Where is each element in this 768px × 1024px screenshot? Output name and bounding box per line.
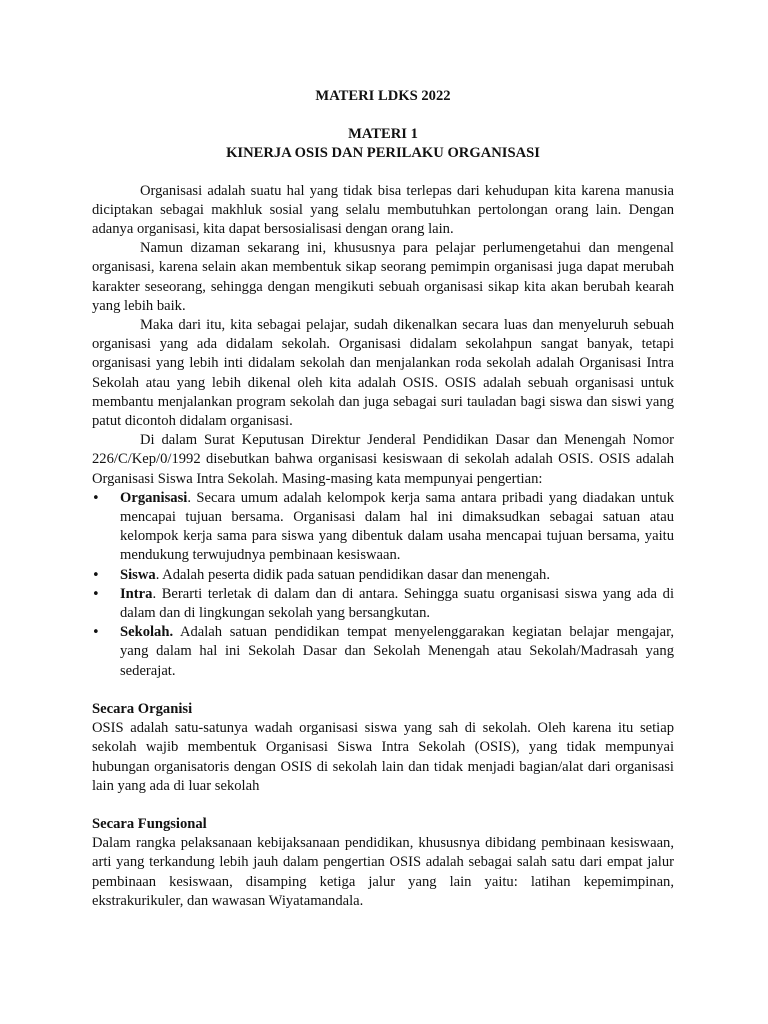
chapter-number: MATERI 1 (348, 126, 418, 143)
paragraph-school-organization: Maka dari itu, kita sebagai pelajar, sudah dikenalkan secara luas dan menyeluruh sebuah organisasi yang ada didalam sekolah. Organisasi didalam sekolahpun sangat banyak, tetapi organisasi yang lebih inti didalam sekolah dan menjalankan roda sekolah adalah Organisasi Intra Sekolah atau yang lebih dikenal oleh kita adalah OSIS. OSIS adalah sebuah organisasi untuk membantu menjalankan program sekolah dan juga sebagai suri tauladan bagi siswa dan siswi yang patut dicontoh didalam organisasi. (92, 317, 674, 430)
paragraph-intro: Organisasi adalah suatu hal yang tidak bisa terlepas dari kehudupan kita karena manusia diciptakan sebagai makhluk sosial yang selalu membutuhkan pertolongan orang lain. Dengan adanya organisasi, kita dapat bersosialisasi dengan orang lain. (92, 182, 674, 238)
document-page (92, 87, 674, 911)
definition-text: . Berarti terletak di dalam dan di antara. Sehingga suatu organisasi siswa yang ada di dalam dan di lingkungan sekolah yang bersangkutan. (120, 585, 674, 622)
definition-term: Siswa (120, 566, 156, 583)
section-body-organisasi: OSIS adalah satu-satunya wadah organisasi siswa yang sah di sekolah. Oleh karena itu setiap sekolah wajib membentuk Organisasi Siswa Intra Sekolah (OSIS), yang tidak mempunyai hubungan organisatoris dengan OSIS di sekolah lain dan tidak menjadi bagian/alat dari organisasi lain yang ada di luar sekolah (92, 720, 674, 794)
definition-item-siswa (92, 566, 674, 585)
title-spacer (92, 164, 674, 182)
definition-term: Sekolah. (120, 624, 174, 641)
definition-item-organisasi (92, 489, 674, 566)
definition-list (92, 489, 674, 681)
definition-term: Organisasi (120, 489, 188, 506)
section-heading-fungsional: Secara Fungsional (92, 815, 207, 832)
paragraph-decree: Di dalam Surat Keputusan Direktur Jenderal Pendidikan Dasar dan Menengah Nomor 226/C/Kep/0/1992 disebutkan bahwa organisasi kesiswaan di sekolah adalah OSIS. OSIS adalah Organisasi Siswa Intra Sekolah. Masing-masing kata mempunyai pengertian: (92, 432, 674, 487)
section-body-fungsional: Dalam rangka pelaksanaan kebijaksanaan pendidikan, khususnya dibidang pembinaan kesiswaan, arti yang terkandung lebih jauh dalam pengertian OSIS adalah sebagai salah satu dari empat jalur pembinaan kesiswaan, disamping ketiga jalur yang lain yaitu: latihan kepemimpinan, ekstrakurikuler, dan wawasan Wiyatamandala. (92, 835, 674, 909)
definition-item-intra (92, 585, 674, 623)
paragraph-current-era: Namun dizaman sekarang ini, khususnya para pelajar perlumengetahui dan mengenal organisasi, karena selain akan membentuk sikap seorang pemimpin organisasi juga dapat merubah karakter seseorang, sehingga dengan mengikuti sebuah organisasi sikap kita akan berubah kearah yang lebih baik. (92, 240, 674, 314)
document-header-title: MATERI LDKS 2022 (315, 88, 451, 104)
bullet-icon: • (92, 567, 100, 583)
definition-item-sekolah (92, 623, 674, 681)
chapter-title: KINERJA OSIS DAN PERILAKU ORGANISASI (226, 145, 540, 162)
definition-text: . Secara umum adalah kelompok kerja sama antara pribadi yang diadakan untuk mencapai tujuan bersama. Organisasi dalam hal ini dimaksudkan sebagai satuan atau kelompok kerja sama para siswa yang dibentuk dalam usaha mencapai tujuan bersama, yaitu mendukung terwujudnya pembinaan kesiswaan. (120, 489, 674, 564)
definition-text: Adalah satuan pendidikan tempat menyelenggarakan kegiatan belajar mengajar, yang dalam hal ini Sekolah Dasar dan Sekolah Menengah atau Sekolah/Madrasah yang sederajat. (120, 624, 674, 679)
section-heading-organisasi: Secara Organisi (92, 700, 193, 717)
bullet-icon: • (92, 490, 100, 506)
definition-term: Intra (120, 585, 153, 602)
bullet-icon: • (92, 625, 100, 641)
definition-text: . Adalah peserta didik pada satuan pendidikan dasar dan menengah. (155, 566, 550, 583)
bullet-icon: • (92, 586, 100, 602)
